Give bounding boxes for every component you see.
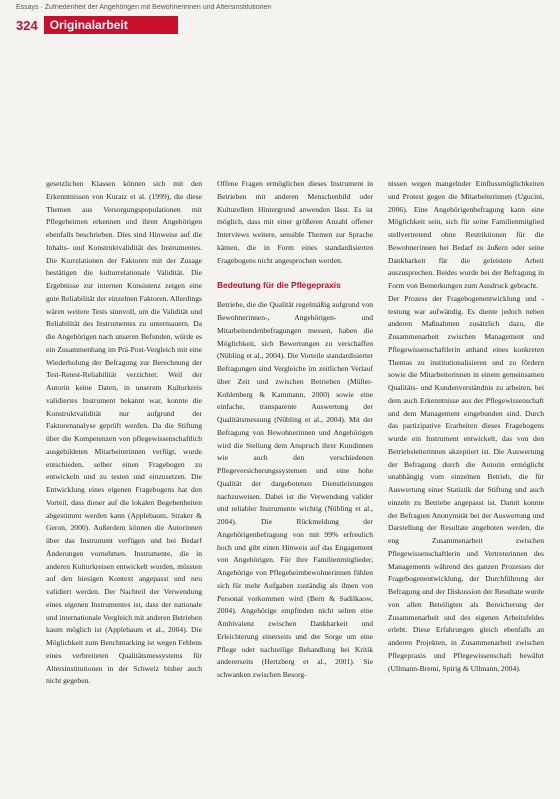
running-head: Essays · Zufriedenheit der Angehörigen mit Bewohnerinnen und Altersinstitutionen bbox=[16, 4, 272, 11]
column-2 bbox=[217, 178, 373, 688]
paragraph: Betriebe, die die Qualität regelmäßig aufgrund von Bewohnerinnen-, Angehörigen- und Mitarbeitendenbefragungen messen, haben die Möglichkeit, sich Bewertungen zu verschaffen (Nübling et al., 2004). Die Vorteile standardisierter Befragungen sind Vergleiche im zeitlichen Verlauf über Zeit und zwischen Betrieben (Müller-Kohlenberg & Kammann, 2000) sowie eine einfache, transparente Auswertung der Qualitätsmessung (Nübling et al., 2004). Mit der Befragung von Bewohnerinnen und Angehörigen wird die Stellung dem Anspruch ihrer Kundinnen wie auch den verschiedenen Pflegeversicherungssystemen und eine hohe Qualität der dargebotenen Dienstleistungen nachzuweisen. Dabei ist die Verwendung valider und reliabler Instrumente wichtig (Nübling et al., 2004). Die Rückmeldung der Angehörigenbefragung von mit 99% erfreulich hoch und gibt einen Hinweis auf das Engagement von Angehörigen. Für ihre Familienmitglieder, Angehörige von Pflegeheimbewohnerinnen fühlen sich für mehr Aufgaben zuständig als ihnen von Personal vorkommen wird (Bern & Sadilkaow, 2004). Angehörige empfinden nicht selten eine Ambivalenz zwischen Dankbarkeit und Erleichterung einerseits und der Sorge um eine Pflege oder nachteilige Behandlung bei Kritik andererseits (Hertzberg et al., 2001). Sie schwanken zwischen Besorg- bbox=[217, 300, 373, 679]
column-3 bbox=[388, 178, 544, 688]
page-header bbox=[16, 16, 178, 34]
paragraph: gesetzlichen Klassen können sich mit den Erkenntnissen von Kuratz et al. (1999), die diese Themen aus Versorgungspopulationen mit Pflegeheimen erkennen und ihren Angehörigen ebenfalls beschrieben. Dies sind Hinweise auf die Inhalts- und Konstruktvalidität des Instrumentes. Die Korrelationen der Faktoren mit der Zusage bestätigen die kulturrelationale Validität. Die Ergebnisse zur internen Konsistenz zeigen eine gute Reliabilität der einzelnen Faktoren. Allerdings wären weitere Tests sinnvoll, um die Validität und Reliabilität des Instrumentes zu untermauern. Da die Angehörigen nach unseren Befunden, würde es ein Zusammenhang im Prä-Post-Vergleich mit eine Wiederholung der Befragung zur Berechnung der Test-Retest-Reliabilität verzichtet. Weil der Autorin keine Daten, in unserem Kulturkreis validiertes Instrument bekannt war, konnte die Konstruktvalidität nur aufgrund der Faktorenanalyse geprüft werden. Da die Stiftung über die Kompetenzen von pflegewissenschaftlich ausgebildeten Mitarbeiterinnen verfügt, wurde entschieden, selber einen Fragebogen zu entwickeln und zu testen und einzusetzen. Die Entwicklung eines eigenen Fragebogens hat den Vorteil, dass dieser auf die lokalen Begebenheiten abgestimmt werden kann (Applebaum, Straker & Geron, 2000). Außerdem können die Autorinnen über das Instrument verfügen und bei Bedarf Änderungen vornehmen. Instrumente, die in anderen Kulturkreisen entwickelt wurden, müssten auf den hiesigen Kontext angepasst und neu validiert werden. Der Nachteil der Verwendung eines eigenen Instrumentes ist, dass der nationale und internationale Vergleich mit anderen Betrieben kaum möglich ist (Applebaum et al., 2004). Die Möglichkeit zum Benchmarking ist wegen Fehlens eines verbreiteten Qualitätsmessystems für Altersinstitutionen in der Schweiz bisher auch nicht gegeben. bbox=[46, 179, 202, 686]
article-body bbox=[46, 178, 544, 688]
paragraph: Offene Fragen ermöglichen dieses Instrument in Betrieben mit anderen Menschenbild oder Kulturellem Hintergrund anwenden lässt. Es ist möglich, dass mit einer größeren Anzahl offener Interviews weitere, sensible Themen zur Sprache kämen, die in Form eines standardisierten Fragebogens nicht angesprochen werden. bbox=[217, 179, 373, 265]
paragraph: nissen wegen mangelnder Einflussmöglichkeiten und Protest gegen die Mitarbeiterinnen (Ugucini, 2006). Eine Angehörigenbefragung kann eine Möglichkeit sein, sich für seine Familienmitglied stellvertretend ohne Restriktionen für die Bewohnerinnen bei Bedarf zu äußern oder seine Dankbarkeit für die geleistete Arbeit auszusprechen. Beides wurde bei der Befragung in Form von Bemerkungen zum Ausdruck gebracht. bbox=[388, 179, 544, 290]
section-label: Originalarbeit bbox=[44, 16, 178, 34]
paragraph: Der Prozess der Fragebogenentwicklung und -testung war aufwändig. Es diente jedoch neben anderen Maßnahmen zusätzlich dazu, die Zusammenarbeit zwischen Management und Pflegewissenschaftlerin anhand eines konkreten Themas zu institutionalisieren und zu fördern sowie die Mitarbeiterinnen in einem gemeinsamen Qualitäts- und Kundenverständnis zu arbeiten, bei dem auch Erkenntnisse aus der Pflegewissenschaft und dem Management eingebunden sind. Durch das partizipative Erarbeiten dieses Fragebogens wurde ein Instrument entwickelt, das von den Betriebsleiterinnen akzeptiert ist. Die Auswertung der Befragung durch die Autorin ermöglicht unabhängig vom einzelnen Betrieb, die für Auswertung einer Statistik der Stiftung und auch einzeln zu Betriebe angepasst ist. Damit konnte der Befragten Anonymität bei der Auswertung und Darstellung der Resultate angeboten werden, die eng Zusammenarbeit zwischen Pflegewissenschaftlerin und Vertreterinnen des Managements während des ganzen Prozesses der Fragebogenentwicklung, der Durchführung der Befragung und der Diskussion der Resultate wurde von allen Beteiligten als Bereicherung der Zusammenarbeit und des eigenen Arbeitsfeldes erlebt. Diese Erfahrungen gleich ebenfalls an anderen Projekten, in Zusammenarbeit zwischen Pflegepraxis und Pflegewissenschaft bewährt (Ullmann-Bremi, Spirig & Ullmann, 2004). bbox=[388, 293, 544, 673]
section-heading: Bedeutung für die Pflegepraxis bbox=[217, 280, 341, 291]
column-1 bbox=[46, 178, 202, 688]
page-number: 324 bbox=[16, 17, 38, 33]
